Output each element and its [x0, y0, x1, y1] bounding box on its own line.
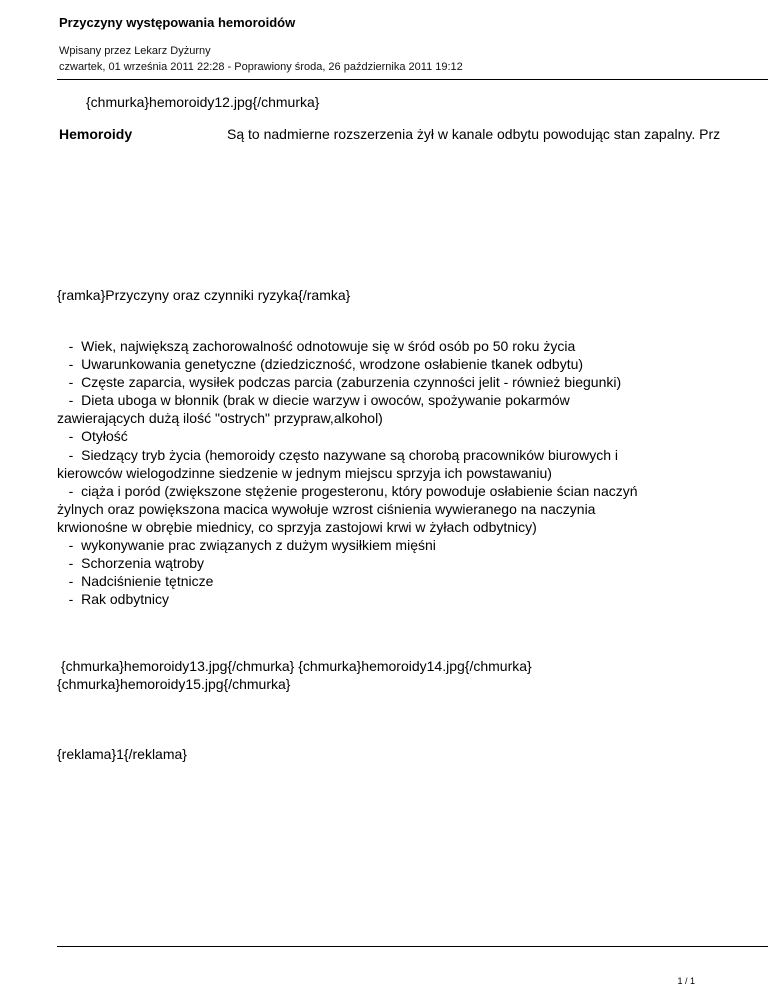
- risk-factor-list: [57, 337, 768, 608]
- list-line: zawierających dużą ilość "ostrych" przypraw,alkohol): [57, 410, 383, 427]
- image-tags: {chmurka}hemoroidy13.jpg{/chmurka} {chmurka}hemoroidy14.jpg{/chmurka}: [57, 658, 532, 674]
- list-line: kierowców wielogodzinne siedzenie w jednym miejscu sprzyja ich powstawaniu): [57, 464, 552, 481]
- image-tag: {chmurka}hemoroidy12.jpg{/chmurka}: [86, 94, 320, 110]
- footer-divider: [57, 946, 768, 947]
- author-line: Wpisany przez Lekarz Dyżurny: [59, 45, 211, 57]
- ad-tag: {reklama}1{/reklama}: [57, 746, 187, 762]
- list-line: - Wiek, największą zachorowalność odnotowuje się w śród osób po 50 roku życia: [57, 338, 576, 354]
- list-line: - wykonywanie prac związanych z dużym wysiłkiem mięśni: [57, 537, 436, 554]
- list-line: - Uwarunkowania genetyczne (dziedziczność, wrodzone osłabienie tkanek odbytu): [57, 356, 584, 373]
- list-line: - Schorzenia wątroby: [57, 555, 205, 572]
- list-line: krwionośne w obrębie miednicy, co sprzyja zastojowi krwi w żyłach odbytnicy): [57, 518, 537, 535]
- box-heading: {ramka}Przyczyny oraz czynniki ryzyka{/ramka}: [57, 287, 351, 303]
- document-title: Przyczyny występowania hemoroidów: [59, 15, 296, 30]
- dates-line: czwartek, 01 września 2011 22:28 - Poprawiony środa, 26 października 2011 19:12: [59, 61, 463, 73]
- list-line: - Częste zaparcia, wysiłek podczas parcia (zaburzenia czynności jelit - również biegunki): [57, 374, 622, 391]
- list-line: - Siedzący tryb życia (hemoroidy często nazywane są chorobą pracowników biurowych i: [57, 446, 619, 463]
- list-line: - Otyłość: [57, 428, 128, 445]
- header-divider: [57, 79, 768, 80]
- page-number: 1 / 1: [677, 976, 695, 986]
- list-line: żylnych oraz powiększona macica wywołuje wzrost ciśnienia wywieranego na naczynia: [57, 500, 596, 517]
- list-line: - Dieta uboga w błonnik (brak w diecie warzyw i owoców, spożywanie pokarmów: [57, 392, 570, 409]
- image-tags: {chmurka}hemoroidy15.jpg{/chmurka}: [57, 676, 291, 692]
- term-label: Hemoroidy: [59, 126, 133, 142]
- list-line: - ciąża i poród (zwiększone stężenie progesteronu, który powoduje osłabienie ścian naczyń: [57, 482, 638, 499]
- list-line: - Rak odbytnicy: [57, 591, 170, 608]
- term-definition: Są to nadmierne rozszerzenia żył w kanale odbytu powodując stan zapalny. Prz: [227, 126, 721, 142]
- list-line: - Nadciśnienie tętnicze: [57, 573, 214, 590]
